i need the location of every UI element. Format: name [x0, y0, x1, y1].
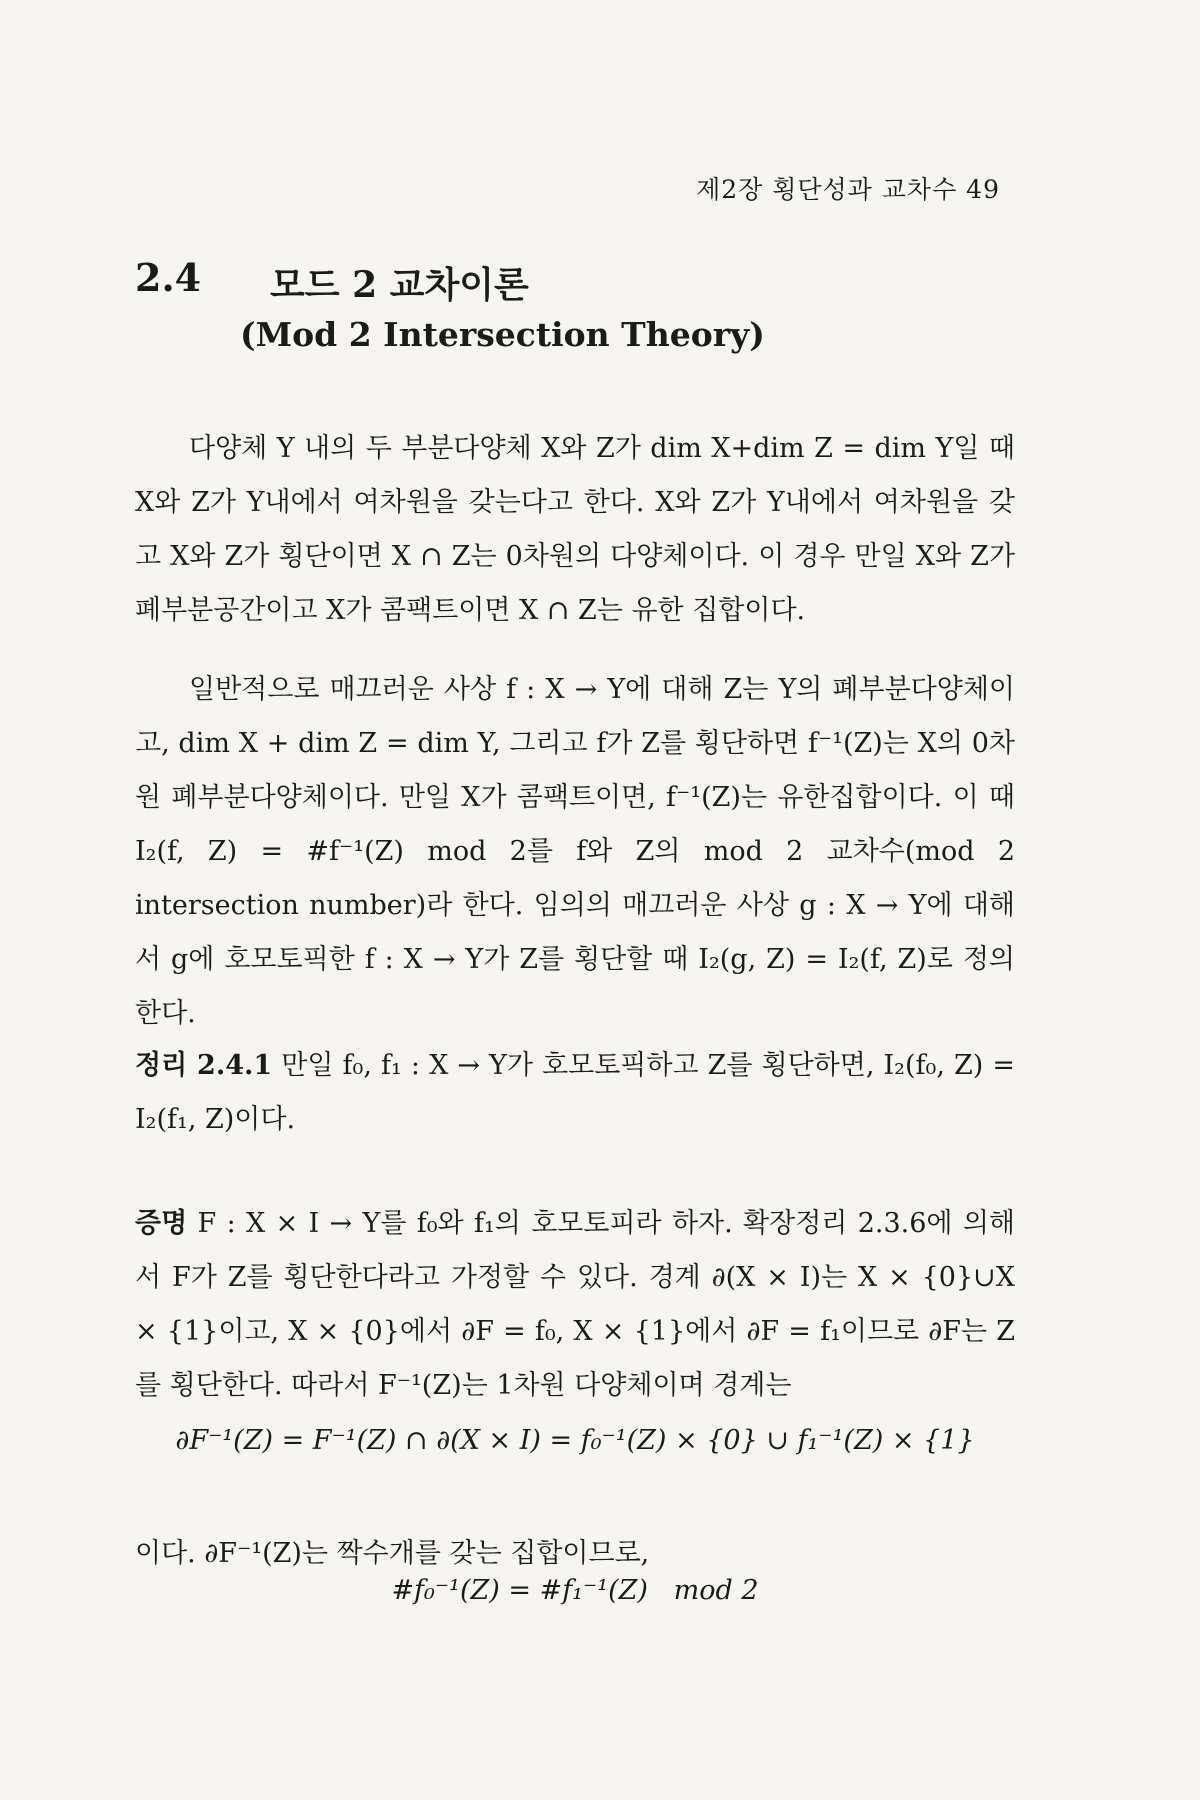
paragraph-mod2-definition: 일반적으로 매끄러운 사상 f : X → Y에 대해 Z는 Y의 폐부분다양체이고, dim X + dim Z = dim Y, 그리고 f가 Z를 횡단하면 f⁻¹(Z)는 X의 0차원 폐부분다양체이다. 만일 X가 콤팩트이면, f⁻¹(Z)는 유한집합이다. 이 때 I₂(f, Z) = #f⁻¹(Z) mod 2를 f와 Z의 mod 2 교차수(mod 2 intersection number)라 한다. 임의의 매끄러운 사상 g : X → Y에 대해서 g에 호모토픽한 f : X → Y가 Z를 횡단할 때 I₂(g, Z) = I₂(f, Z)로 정의한다.	[135, 674, 1015, 1029]
display-equation-boundary: ∂F⁻¹(Z) = F⁻¹(Z) ∩ ∂(X × I) = f₀⁻¹(Z) × {0} ∪ f₁⁻¹(Z) × {1}	[175, 1425, 975, 1456]
section-number: 2.4	[135, 255, 202, 300]
running-header: 제2장 횡단성과 교차수 49	[696, 175, 1000, 204]
proof-block	[135, 1197, 1015, 1413]
paragraph-codimension: 다양체 Y 내의 두 부분다양체 X와 Z가 dim X+dim Z = dim Y일 때 X와 Z가 Y내에서 여차원을 갖는다고 한다. X와 Z가 Y내에서 여차원을 갖고 X와 Z가 횡단이면 X ∩ Z는 0차원의 다양체이다. 이 경우 만일 X와 Z가 폐부분공간이고 X가 콤팩트이면 X ∩ Z는 유한 집합이다.	[135, 433, 1015, 626]
theorem-label: 정리 2.4.1	[135, 1050, 273, 1081]
theorem-text: 만일 f₀, f₁ : X → Y가 호모토픽하고 Z를 횡단하면, I₂(f₀, Z) = I₂(f₁, Z)이다.	[135, 1050, 1015, 1135]
section-title-english: (Mod 2 Intersection Theory)	[240, 315, 765, 354]
section-title-korean: 모드 2 교차이론	[270, 264, 529, 306]
proof-text: F : X × I → Y를 f₀와 f₁의 호모토피라 하자. 확장정리 2.3.6에 의해서 F가 Z를 횡단한다라고 가정할 수 있다. 경계 ∂(X × I)는 X × {0}∪X × {1}이고, X × {0}에서 ∂F = f₀, X × {1}에서 ∂F = f₁이므로 ∂F는 Z를 횡단한다. 따라서 F⁻¹(Z)는 1차원 다양체이며 경계는	[135, 1208, 1015, 1401]
display-equation-mod2: #f₀⁻¹(Z) = #f₁⁻¹(Z) mod 2	[391, 1575, 759, 1606]
proof-label: 증명	[135, 1208, 188, 1239]
paragraph-even-count: 이다. ∂F⁻¹(Z)는 짝수개를 갖는 집합이므로,	[135, 1538, 650, 1569]
theorem-2-4-1	[135, 1039, 1015, 1147]
